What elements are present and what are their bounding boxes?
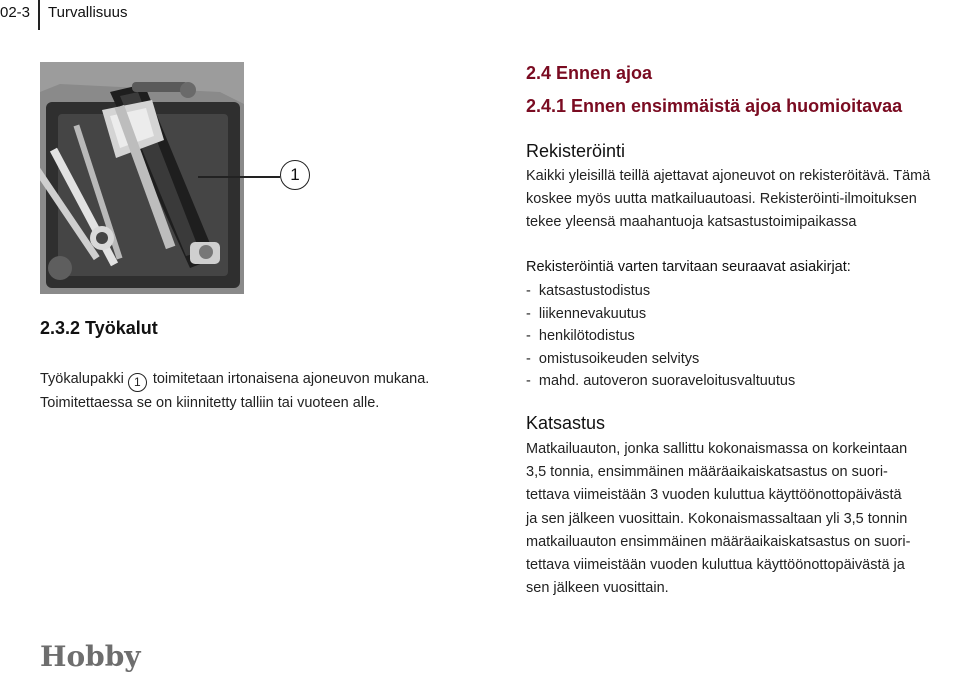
documents-list — [526, 280, 795, 393]
tools-heading: 2.3.2 Työkalut — [40, 318, 158, 338]
tools-text-after: toimitetaan irtonaisena ajoneuvon mukana. — [152, 371, 430, 387]
inspection-heading: Katsastus — [526, 413, 606, 433]
inspection-line: matkailuauton ensimmäinen määräaikaiskatsastus on suori- — [526, 533, 911, 550]
registration-line: Kaikki yleisillä teillä ajettavat ajoneuvot on rekisteröitävä. Tämä — [526, 168, 931, 184]
registration-paragraph — [526, 165, 956, 234]
list-item: - liikennevakuutus — [526, 303, 795, 326]
toolbox-photo — [40, 62, 244, 294]
tools-line-1 — [40, 368, 485, 392]
inspection-paragraph — [526, 438, 956, 600]
registration-line: koskee myös uutta matkailuautoasi. Rekisteröinti-ilmoituksen — [526, 191, 917, 207]
hobby-logo: Hobby — [40, 640, 141, 673]
section-title: 2.4 Ennen ajoa — [526, 63, 653, 83]
inspection-line: sen jälkeen vuosittain. — [526, 580, 669, 597]
list-item: - katsastustodistus — [526, 280, 795, 303]
tools-text-before: Työkalupakki — [40, 371, 124, 387]
inspection-line: Matkailuauton, jonka sallittu kokonaismassa on korkeintaan — [526, 441, 908, 457]
list-item: - mahd. autoveron suoraveloitusvaltuutus — [526, 370, 795, 393]
documents-heading: Rekisteröintiä varten tarvitaan seuraavat asiakirjat: — [526, 259, 851, 275]
callout-number: 1 — [280, 160, 310, 190]
callout-leader-line — [198, 176, 280, 178]
inspection-line: 3,5 tonnia, ensimmäinen määräaikaiskatsastus on suori- — [526, 464, 888, 481]
list-item: - omistusoikeuden selvitys — [526, 348, 795, 371]
section-name: Turvallisuus — [48, 4, 128, 21]
toolbox-illustration — [40, 62, 244, 294]
inline-reference-marker: 1 — [128, 373, 147, 392]
list-item: - henkilötodistus — [526, 325, 795, 348]
tools-line-2: Toimitettaessa se on kiinnitetty talliin tai vuoteen alle. — [40, 395, 380, 411]
tools-paragraph — [40, 368, 485, 415]
header-divider — [38, 0, 40, 30]
registration-heading: Rekisteröinti — [526, 141, 626, 161]
inspection-line: tettava viimeistään vuoden kuluttua käyttöönottopäivästä ja — [526, 557, 905, 574]
registration-line: tekee yleensä maahantuoja katsastustoimipaikassa — [526, 214, 857, 230]
inspection-line: tettava viimeistään 3 vuoden kuluttua käyttöönottopäivästä — [526, 487, 902, 504]
page-number: 02-3 — [0, 4, 31, 21]
inspection-line: ja sen jälkeen vuosittain. Kokonaismassaltaan yli 3,5 tonnin — [526, 510, 908, 527]
subsection-title: 2.4.1 Ennen ensimmäistä ajoa huomioitavaa — [526, 96, 903, 116]
